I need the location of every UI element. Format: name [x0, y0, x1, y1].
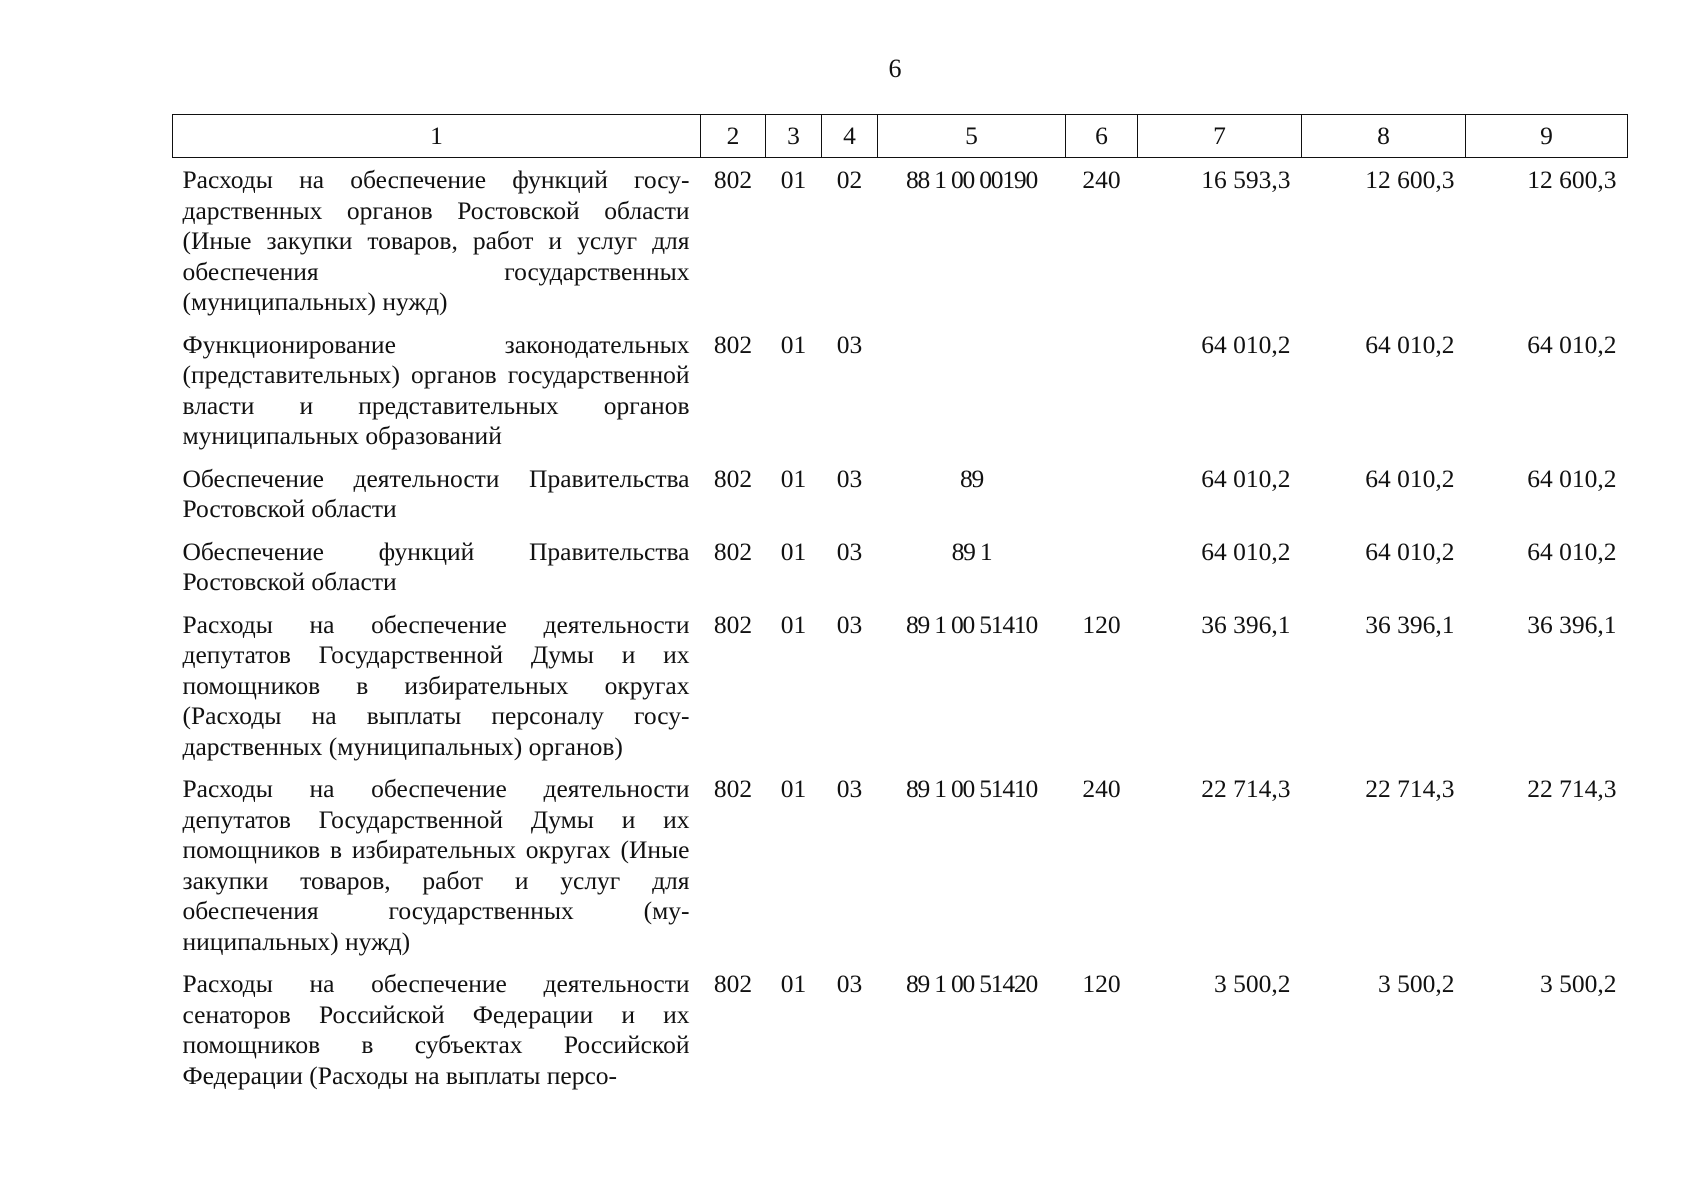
target-article-code: 88 1 00 00190	[905, 165, 1038, 194]
ministry-code: 802	[713, 969, 753, 998]
amount-col8: 64 010,2	[1365, 329, 1455, 359]
expense-name: Расходы на обеспечение деятельности депутатов Государственной Думы и их помощников в избирательных округах (Расходы на выплаты персоналу государственных (муниципальных) органов)	[182, 609, 690, 761]
expense-name: Расходы на обеспечение деятельности сенаторов Российской Федерации и их помощников в субъектах Российской Федерации (Расходы на выплаты персо-	[182, 969, 690, 1090]
subsection-code: 03	[836, 774, 863, 803]
column-number-row	[173, 115, 1628, 158]
section-code: 01	[780, 774, 807, 803]
expense-type-code: 240	[1082, 774, 1121, 803]
table-row	[173, 330, 1628, 464]
table-row	[173, 158, 1628, 330]
amount-col7: 64 010,2	[1201, 463, 1291, 493]
expense-name: Расходы на обеспечение деятельности депутатов Государственной Думы и их помощников в избирательных округах (Иные закупки товаров, работ и услуг для обеспечения государственных (муниципальных) нужд)	[182, 774, 690, 956]
amount-col8: 3 500,2	[1378, 969, 1455, 998]
target-article-code	[878, 330, 1066, 464]
amount-col9: 22 714,3	[1527, 774, 1617, 803]
subsection-code: 03	[836, 463, 863, 493]
column-header: 6	[1066, 115, 1138, 158]
amount-col7: 16 593,3	[1201, 165, 1291, 194]
column-header: 1	[173, 115, 701, 158]
amount-col8: 22 714,3	[1365, 774, 1455, 803]
budget-table	[172, 114, 1628, 1103]
target-article-code: 89 1 00 51410	[905, 774, 1038, 803]
expense-name: Расходы на обеспечение функций государственных органов Ростовской области (Иные закупки товаров, работ и услуг для обеспечения государственных (муниципальных) нужд)	[182, 165, 690, 316]
ministry-code: 802	[713, 165, 753, 194]
expense-type-code: 120	[1082, 609, 1121, 639]
expense-type-code	[1066, 464, 1138, 537]
amount-col7: 36 396,1	[1201, 609, 1291, 639]
expense-name: Обеспечение функций Правительства Ростовской области	[182, 536, 690, 596]
amount-col9: 36 396,1	[1527, 609, 1617, 639]
target-article-code: 89	[959, 463, 984, 493]
amount-col8: 64 010,2	[1365, 536, 1455, 566]
amount-col7: 3 500,2	[1214, 969, 1291, 998]
amount-col8: 36 396,1	[1365, 609, 1455, 639]
expense-type-code	[1066, 537, 1138, 610]
amount-col7: 22 714,3	[1201, 774, 1291, 803]
column-header: 7	[1138, 115, 1302, 158]
amount-col9: 64 010,2	[1527, 463, 1617, 493]
amount-col9: 64 010,2	[1527, 329, 1617, 359]
target-article-code: 89 1 00 51420	[905, 969, 1038, 998]
amount-col7: 64 010,2	[1201, 536, 1291, 566]
expense-type-code: 240	[1082, 165, 1121, 194]
section-code: 01	[780, 969, 807, 998]
expense-type-code: 120	[1082, 969, 1121, 998]
ministry-code: 802	[713, 609, 753, 639]
amount-col9: 64 010,2	[1527, 536, 1617, 566]
column-header: 8	[1302, 115, 1466, 158]
subsection-code: 03	[836, 609, 863, 639]
target-article-code: 89 1	[951, 536, 992, 566]
ministry-code: 802	[713, 463, 753, 493]
section-code: 01	[780, 536, 807, 566]
expense-name: Функционирование законодательных (представительных) органов государственной власти и представительных органов муниципальных образований	[182, 329, 690, 450]
section-code: 01	[780, 165, 807, 194]
table-row	[173, 537, 1628, 610]
expense-type-code	[1066, 330, 1138, 464]
column-header: 5	[878, 115, 1066, 158]
amount-col7: 64 010,2	[1201, 329, 1291, 359]
column-header: 3	[766, 115, 822, 158]
ministry-code: 802	[713, 774, 753, 803]
page-number: 6	[888, 54, 902, 83]
amount-col8: 12 600,3	[1365, 165, 1455, 194]
section-code: 01	[780, 463, 807, 493]
subsection-code: 03	[836, 969, 863, 998]
target-article-code: 89 1 00 51410	[905, 609, 1038, 639]
subsection-code: 03	[836, 329, 863, 359]
subsection-code: 02	[836, 165, 863, 194]
table-row	[173, 774, 1628, 969]
table-row	[173, 464, 1628, 537]
amount-col9: 3 500,2	[1540, 969, 1617, 998]
ministry-code: 802	[713, 536, 753, 566]
section-code: 01	[780, 609, 807, 639]
column-header: 9	[1466, 115, 1628, 158]
column-header: 2	[701, 115, 766, 158]
ministry-code: 802	[713, 329, 753, 359]
table-row	[173, 969, 1628, 1103]
column-header: 4	[822, 115, 878, 158]
amount-col8: 64 010,2	[1365, 463, 1455, 493]
section-code: 01	[780, 329, 807, 359]
subsection-code: 03	[836, 536, 863, 566]
table-row	[173, 610, 1628, 775]
amount-col9: 12 600,3	[1527, 165, 1617, 194]
expense-name: Обеспечение деятельности Правительства Ростовской области	[182, 463, 690, 523]
